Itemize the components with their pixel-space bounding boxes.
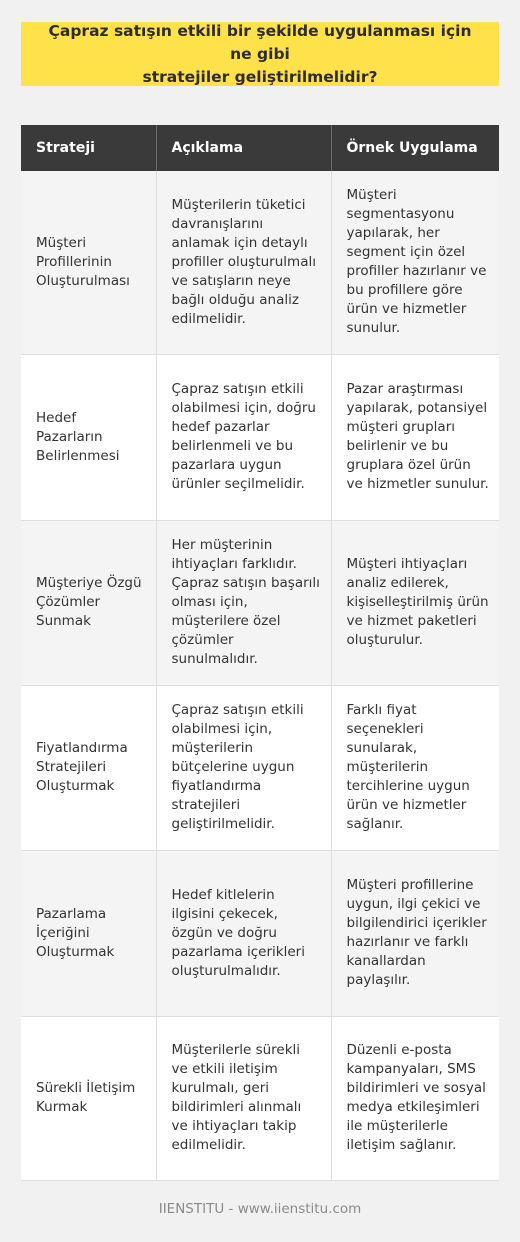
description-cell: Çapraz satışın etkili olabilmesi için, müşterilerin bütçelerine uygun fiyatlandırma stratejileri geliştirilmelidir. [156, 685, 331, 850]
table-row [21, 685, 499, 850]
table-row [21, 850, 499, 1016]
strategy-cell: Sürekli İletişim Kurmak [21, 1016, 156, 1180]
strategy-cell: Pazarlama İçeriğini Oluşturmak [21, 850, 156, 1016]
table-row [21, 1016, 499, 1180]
table-row [21, 171, 499, 354]
example-cell: Müşteri ihtiyaçları analiz edilerek, kişiselleştirilmiş ürün ve hizmet paketleri oluşturulur. [331, 520, 499, 685]
example-cell: Pazar araştırması yapılarak, potansiyel müşteri grupları belirlenir ve bu gruplara özel ürün ve hizmetler sunulur. [331, 354, 499, 520]
description-cell: Hedef kitlelerin ilgisini çekecek, özgün ve doğru pazarlama içerikleri oluşturulmalıdır. [156, 850, 331, 1016]
footer-credit: IIENSTITU - www.iienstitu.com [158, 1201, 362, 1217]
strategy-table [21, 125, 499, 1181]
example-cell: Müşteri profillerine uygun, ilgi çekici ve bilgilendirici içerikler hazırlanır ve farklı kanallardan paylaşılır. [331, 850, 499, 1016]
strategy-cell: Müşteriye Özgü Çözümler Sunmak [21, 520, 156, 685]
strategy-cell: Hedef Pazarların Belirlenmesi [21, 354, 156, 520]
example-cell: Düzenli e-posta kampanyaları, SMS bildirimleri ve sosyal medya etkileşimleri ile müşterilerle iletişim sağlanır. [331, 1016, 499, 1180]
strategy-cell: Fiyatlandırma Stratejileri Oluşturmak [21, 685, 156, 850]
description-cell: Çapraz satışın etkili olabilmesi için, doğru hedef pazarlar belirlenmeli ve bu pazarlara uygun ürünler seçilmelidir. [156, 354, 331, 520]
description-cell: Her müşterinin ihtiyaçları farklıdır. Çapraz satışın başarılı olması için, müşterilere özel çözümler sunulmalıdır. [156, 520, 331, 685]
example-cell: Müşteri segmentasyonu yapılarak, her segment için özel profiller hazırlanır ve bu profillere göre ürün ve hizmetler sunulur. [331, 171, 499, 354]
table-row [21, 520, 499, 685]
example-cell: Farklı fiyat seçenekleri sunularak, müşterilerin tercihlerine uygun ürün ve hizmetler sağlanır. [331, 685, 499, 850]
description-cell: Müşterilerin tüketici davranışlarını anlamak için detaylı profiller oluşturulmalı ve satışların neye bağlı olduğu analiz edilmelidir. [156, 171, 331, 354]
strategy-cell: Müşteri Profillerinin Oluşturulması [21, 171, 156, 354]
header-strategy: Strateji [21, 125, 156, 171]
description-cell: Müşterilerle sürekli ve etkili iletişim kurulmalı, geri bildirimleri alınmalı ve ihtiyaçları takip edilmelidir. [156, 1016, 331, 1180]
table-header-row [21, 125, 499, 171]
header-description: Açıklama [156, 125, 331, 171]
page-title: Çapraz satışın etkili bir şekilde uygulanması için ne gibi stratejiler geliştirilmelidir? [48, 21, 472, 86]
header-example: Örnek Uygulama [331, 125, 499, 171]
title-banner [21, 22, 499, 86]
table-row [21, 354, 499, 520]
